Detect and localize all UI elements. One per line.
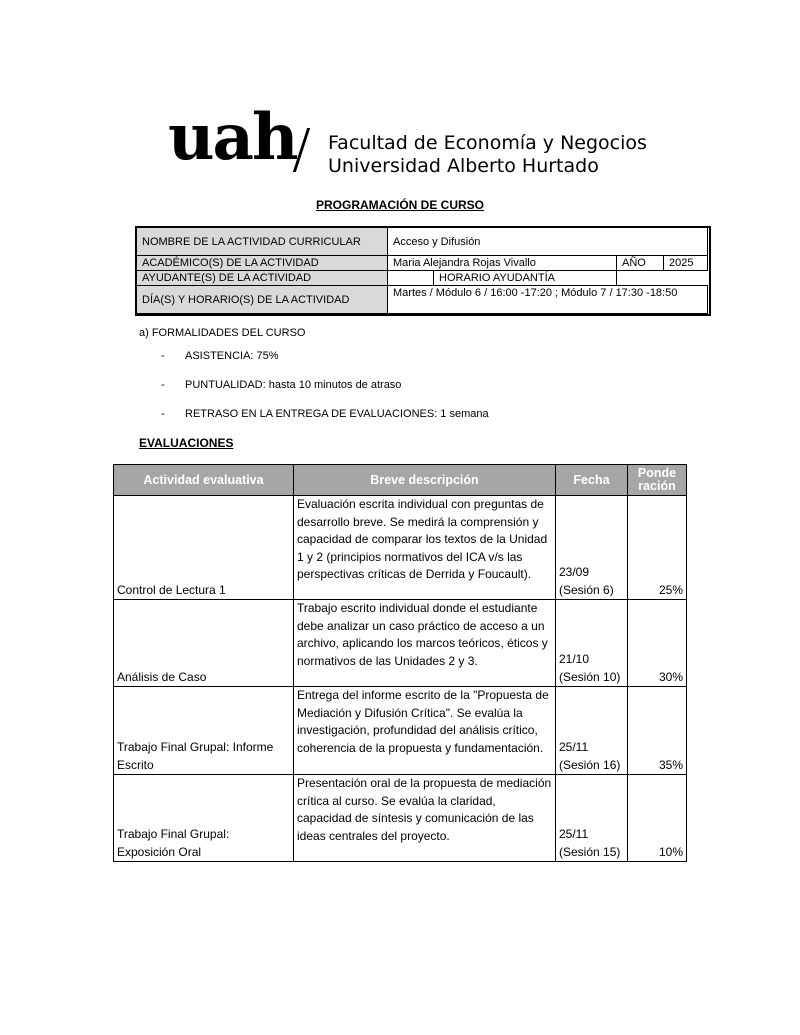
ponderacion-cell: 25% bbox=[628, 496, 687, 600]
list-dash: - bbox=[161, 379, 165, 391]
ayudante-label: AYUDANTE(S) DE LA ACTIVIDAD bbox=[137, 271, 388, 286]
evaluaciones-heading: EVALUACIONES bbox=[139, 436, 234, 450]
formalidades-heading: a) FORMALIDADES DEL CURSO bbox=[139, 327, 306, 339]
ponderacion-cell: 35% bbox=[628, 687, 687, 775]
asistencia-text: ASISTENCIA: 75% bbox=[185, 350, 279, 362]
descripcion-cell: Evaluación escrita individual con preguntas de desarrollo breve. Se medirá la comprensión y capacidad de comparar los textos de la Unidad 1 y 2 (principios normativos del ICA v/s las perspectivas críticas de Derrida y Foucault). bbox=[294, 496, 556, 600]
descripcion-cell: Entrega del informe escrito de la "Propuesta de Mediación y Difusión Crítica". Se evalúa la investigación, profundidad del análisis crítico, coherencia de la propuesta y fundamentación. bbox=[294, 687, 556, 775]
ponderacion-cell: 30% bbox=[628, 600, 687, 687]
table-row bbox=[114, 496, 687, 600]
puntualidad-text: PUNTUALIDAD: hasta 10 minutos de atraso bbox=[185, 379, 402, 391]
nombre-label: NOMBRE DE LA ACTIVIDAD CURRICULAR bbox=[137, 228, 388, 256]
ayudante-value bbox=[388, 271, 434, 286]
fecha-cell: 23/09 (Sesión 6) bbox=[556, 496, 628, 600]
fecha-cell: 25/11 (Sesión 16) bbox=[556, 687, 628, 775]
list-item bbox=[161, 379, 401, 391]
dias-value: Martes / Módulo 6 / 16:00 -17:20 ; Módulo 7 / 17:30 -18:50 bbox=[388, 286, 708, 314]
header-actividad: Actividad evaluativa bbox=[114, 465, 294, 496]
fecha-cell: 25/11 (Sesión 15) bbox=[556, 775, 628, 862]
header-descripcion: Breve descripción bbox=[294, 465, 556, 496]
header-fecha: Fecha bbox=[556, 465, 628, 496]
descripcion-cell: Presentación oral de la propuesta de mediación crítica al curso. Se evalúa la claridad, capacidad de síntesis y comunicación de las ideas centrales del proyecto. bbox=[294, 775, 556, 862]
academico-label: ACADÉMICO(S) DE LA ACTIVIDAD bbox=[137, 256, 388, 271]
header-ponderacion: Ponde ración bbox=[628, 465, 687, 496]
nombre-value: Acceso y Difusión bbox=[388, 228, 708, 256]
logo-mark: uah bbox=[168, 100, 297, 175]
list-dash: - bbox=[161, 408, 165, 420]
retraso-text: RETRASO EN LA ENTREGA DE EVALUACIONES: 1 semana bbox=[185, 408, 489, 420]
horario-ayudantia-label: HORARIO AYUDANTÍA bbox=[434, 271, 617, 286]
academico-value: Maria Alejandra Rojas Vivallo bbox=[388, 256, 617, 271]
actividad-cell: Análisis de Caso bbox=[114, 600, 294, 687]
list-item bbox=[161, 350, 279, 362]
logo-university: Universidad Alberto Hurtado bbox=[328, 155, 599, 177]
list-item bbox=[161, 408, 489, 420]
course-info-table bbox=[136, 227, 708, 314]
uah-logo bbox=[168, 100, 647, 177]
actividad-cell: Control de Lectura 1 bbox=[114, 496, 294, 600]
anio-label: AÑO bbox=[617, 256, 664, 271]
page-title: PROGRAMACIÓN DE CURSO bbox=[315, 198, 484, 212]
list-dash: - bbox=[161, 350, 165, 362]
horario-ayudantia-value bbox=[617, 271, 708, 286]
table-row bbox=[114, 687, 687, 775]
anio-value: 2025 bbox=[664, 256, 708, 271]
dias-label: DÍA(S) Y HORARIO(S) DE LA ACTIVIDAD bbox=[137, 286, 388, 314]
ponderacion-cell: 10% bbox=[628, 775, 687, 862]
table-row bbox=[114, 600, 687, 687]
logo-faculty: Facultad de Economía y Negocios bbox=[328, 132, 647, 154]
table-row bbox=[114, 775, 687, 862]
actividad-cell: Trabajo Final Grupal: Informe Escrito bbox=[114, 687, 294, 775]
descripcion-cell: Trabajo escrito individual donde el estudiante debe analizar un caso práctico de acceso a un archivo, aplicando los marcos teóricos, éticos y normativos de las Unidades 2 y 3. bbox=[294, 600, 556, 687]
evaluations-table bbox=[113, 464, 687, 862]
fecha-cell: 21/10 (Sesión 10) bbox=[556, 600, 628, 687]
actividad-cell: Trabajo Final Grupal: Exposición Oral bbox=[114, 775, 294, 862]
